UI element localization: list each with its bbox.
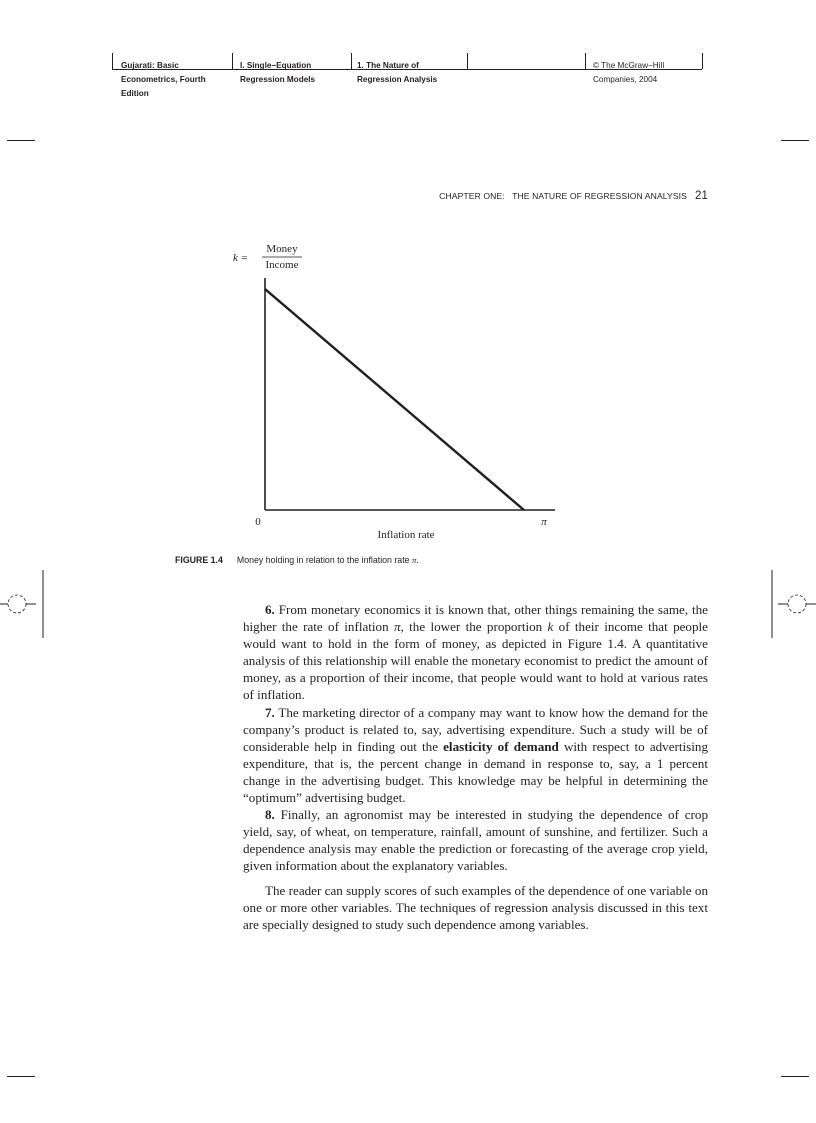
series-line bbox=[265, 289, 524, 510]
header-book-title: Gujarati: Basic Econometrics, Fourth Edition bbox=[121, 61, 206, 98]
paragraph-6: 6. From monetary economics it is known that, other things remaining the same, the higher the rate of inflation π, the lower the proportion k of their income that people would want to hold in the form of money, as depicted in Figure 1.4. A quantitative analysis of this relationship will enable the monetary economist to predict the amount of money, as a proportion of their income, that people would want to hold at various rates of inflation. bbox=[243, 602, 708, 703]
header-divider bbox=[585, 53, 586, 69]
header-divider bbox=[351, 53, 352, 69]
header-chapter: 1. The Nature of Regression Analysis bbox=[357, 61, 438, 84]
crop-mark bbox=[7, 1076, 35, 1077]
paragraph-conclusion: The reader can supply scores of such examples of the dependence of one variable on one or more other variables. The techniques of regression analysis discussed in this text are specially designed to study such dependence among variables. bbox=[243, 882, 708, 932]
header-copyright: © The McGraw−Hill Companies, 2004 bbox=[593, 61, 665, 84]
figure-label: FIGURE 1.4 bbox=[175, 555, 223, 565]
y-axis-label-numerator: Money bbox=[266, 243, 298, 255]
crop-mark bbox=[7, 140, 35, 141]
registration-mark bbox=[766, 570, 816, 640]
origin-label: 0 bbox=[255, 516, 261, 528]
body-text bbox=[243, 601, 708, 933]
page-number: 21 bbox=[695, 190, 708, 202]
figure-chart bbox=[220, 235, 580, 545]
running-head bbox=[439, 190, 708, 202]
paragraph-7: 7. The marketing director of a company may want to know how the demand for the company’s product is related to, say, advertising expenditure. Such a study will be of considerable help in finding out the elasticity of demand with respect to advertising expenditure, that is, the percent change in demand in response to, say, a 1 percent change in the advertising budget. This knowledge may be helpful in determining the “optimum” advertising budget. bbox=[243, 704, 708, 806]
x-axis-end-label: π bbox=[541, 516, 547, 528]
registration-mark bbox=[0, 570, 50, 640]
figure-caption-text: Money holding in relation to the inflation rate π. bbox=[236, 555, 419, 565]
y-axis-label-prefix: k = bbox=[233, 252, 249, 264]
x-axis-label: Inflation rate bbox=[377, 529, 435, 541]
crop-mark bbox=[781, 140, 809, 141]
header-divider bbox=[232, 53, 233, 69]
header-divider bbox=[112, 53, 113, 69]
header-divider bbox=[702, 53, 703, 69]
header-part: I. Single−Equation Regression Models bbox=[240, 61, 316, 84]
header-divider bbox=[467, 53, 468, 69]
y-axis-label-denominator: Income bbox=[265, 259, 299, 271]
figure-caption bbox=[175, 555, 419, 565]
running-head-title: CHAPTER ONE: THE NATURE OF REGRESSION ANALYSIS bbox=[439, 191, 687, 201]
crop-mark bbox=[781, 1076, 809, 1077]
paragraph-8: 8. Finally, an agronomist may be interested in studying the dependence of crop yield, say, of wheat, on temperature, rainfall, amount of sunshine, and fertilizer. Such a dependence analysis may enable the prediction or forecasting of the average crop yield, given information about the explanatory variables. bbox=[243, 807, 708, 874]
